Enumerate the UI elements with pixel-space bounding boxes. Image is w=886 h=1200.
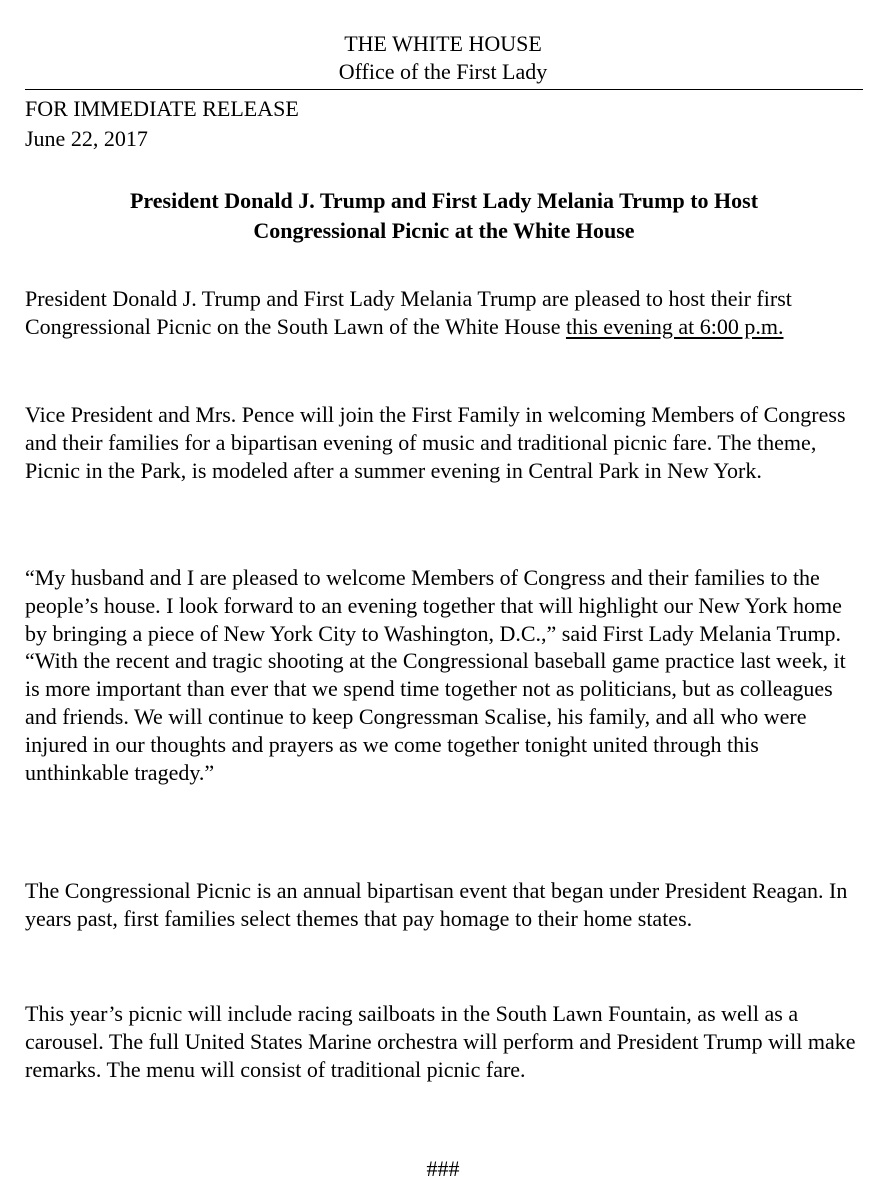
paragraph-announcement	[25, 285, 865, 341]
end-mark: ###	[426, 1156, 460, 1181]
paragraph-program	[25, 1000, 865, 1083]
paragraph-history-text: The Congressional Picnic is an annual bipartisan event that began under President Reagan. In years past, first families select themes that pay homage to their home states.	[25, 878, 848, 931]
letterhead-title: THE WHITE HOUSE	[344, 31, 542, 56]
paragraph-history	[25, 877, 865, 933]
release-label: FOR IMMEDIATE RELEASE	[25, 96, 299, 121]
letterhead-office: Office of the First Lady	[338, 59, 548, 84]
paragraph-quote-text: “My husband and I are pleased to welcome Members of Congress and their families to the people’s house. I look forward to an evening together that will highlight our New York home by bringing a piece of New York City to Washington, D.C.,” said First Lady Melania Trump. “With the recent and tragic shooting at the Congressional baseball game practice last week, it is more important than ever that we spend time together not as politicians, but as colleagues and friends. We will continue to keep Congressman Scalise, his family, and all who were injured in our thoughts and prayers as we come together tonight united through this unthinkable tragedy.”	[25, 565, 846, 785]
paragraph-guests	[25, 401, 865, 484]
headline	[25, 186, 863, 246]
headline-line-1: President Donald J. Trump and First Lady Melania Trump to Host	[129, 188, 759, 213]
paragraph-announcement-text: President Donald J. Trump and First Lady Melania Trump are pleased to host their first Congressional Picnic on the South Lawn of the White House	[25, 286, 792, 339]
release-info	[25, 94, 299, 154]
headline-line-2: Congressional Picnic at the White House	[253, 218, 635, 243]
header-divider	[25, 89, 863, 90]
paragraph-quote	[25, 564, 865, 786]
letterhead	[0, 30, 886, 86]
event-time-underlined: this evening at 6:00 p.m.	[565, 313, 784, 339]
release-date: June 22, 2017	[25, 126, 148, 151]
paragraph-program-text: This year’s picnic will include racing sailboats in the South Lawn Fountain, as well as a carousel. The full United States Marine orchestra will perform and President Trump will make remarks. The menu will consist of traditional picnic fare.	[25, 1001, 856, 1082]
paragraph-guests-text: Vice President and Mrs. Pence will join the First Family in welcoming Members of Congress and their families for a bipartisan evening of music and traditional picnic fare. The theme, Picnic in the Park, is modeled after a summer evening in Central Park in New York.	[25, 402, 846, 483]
